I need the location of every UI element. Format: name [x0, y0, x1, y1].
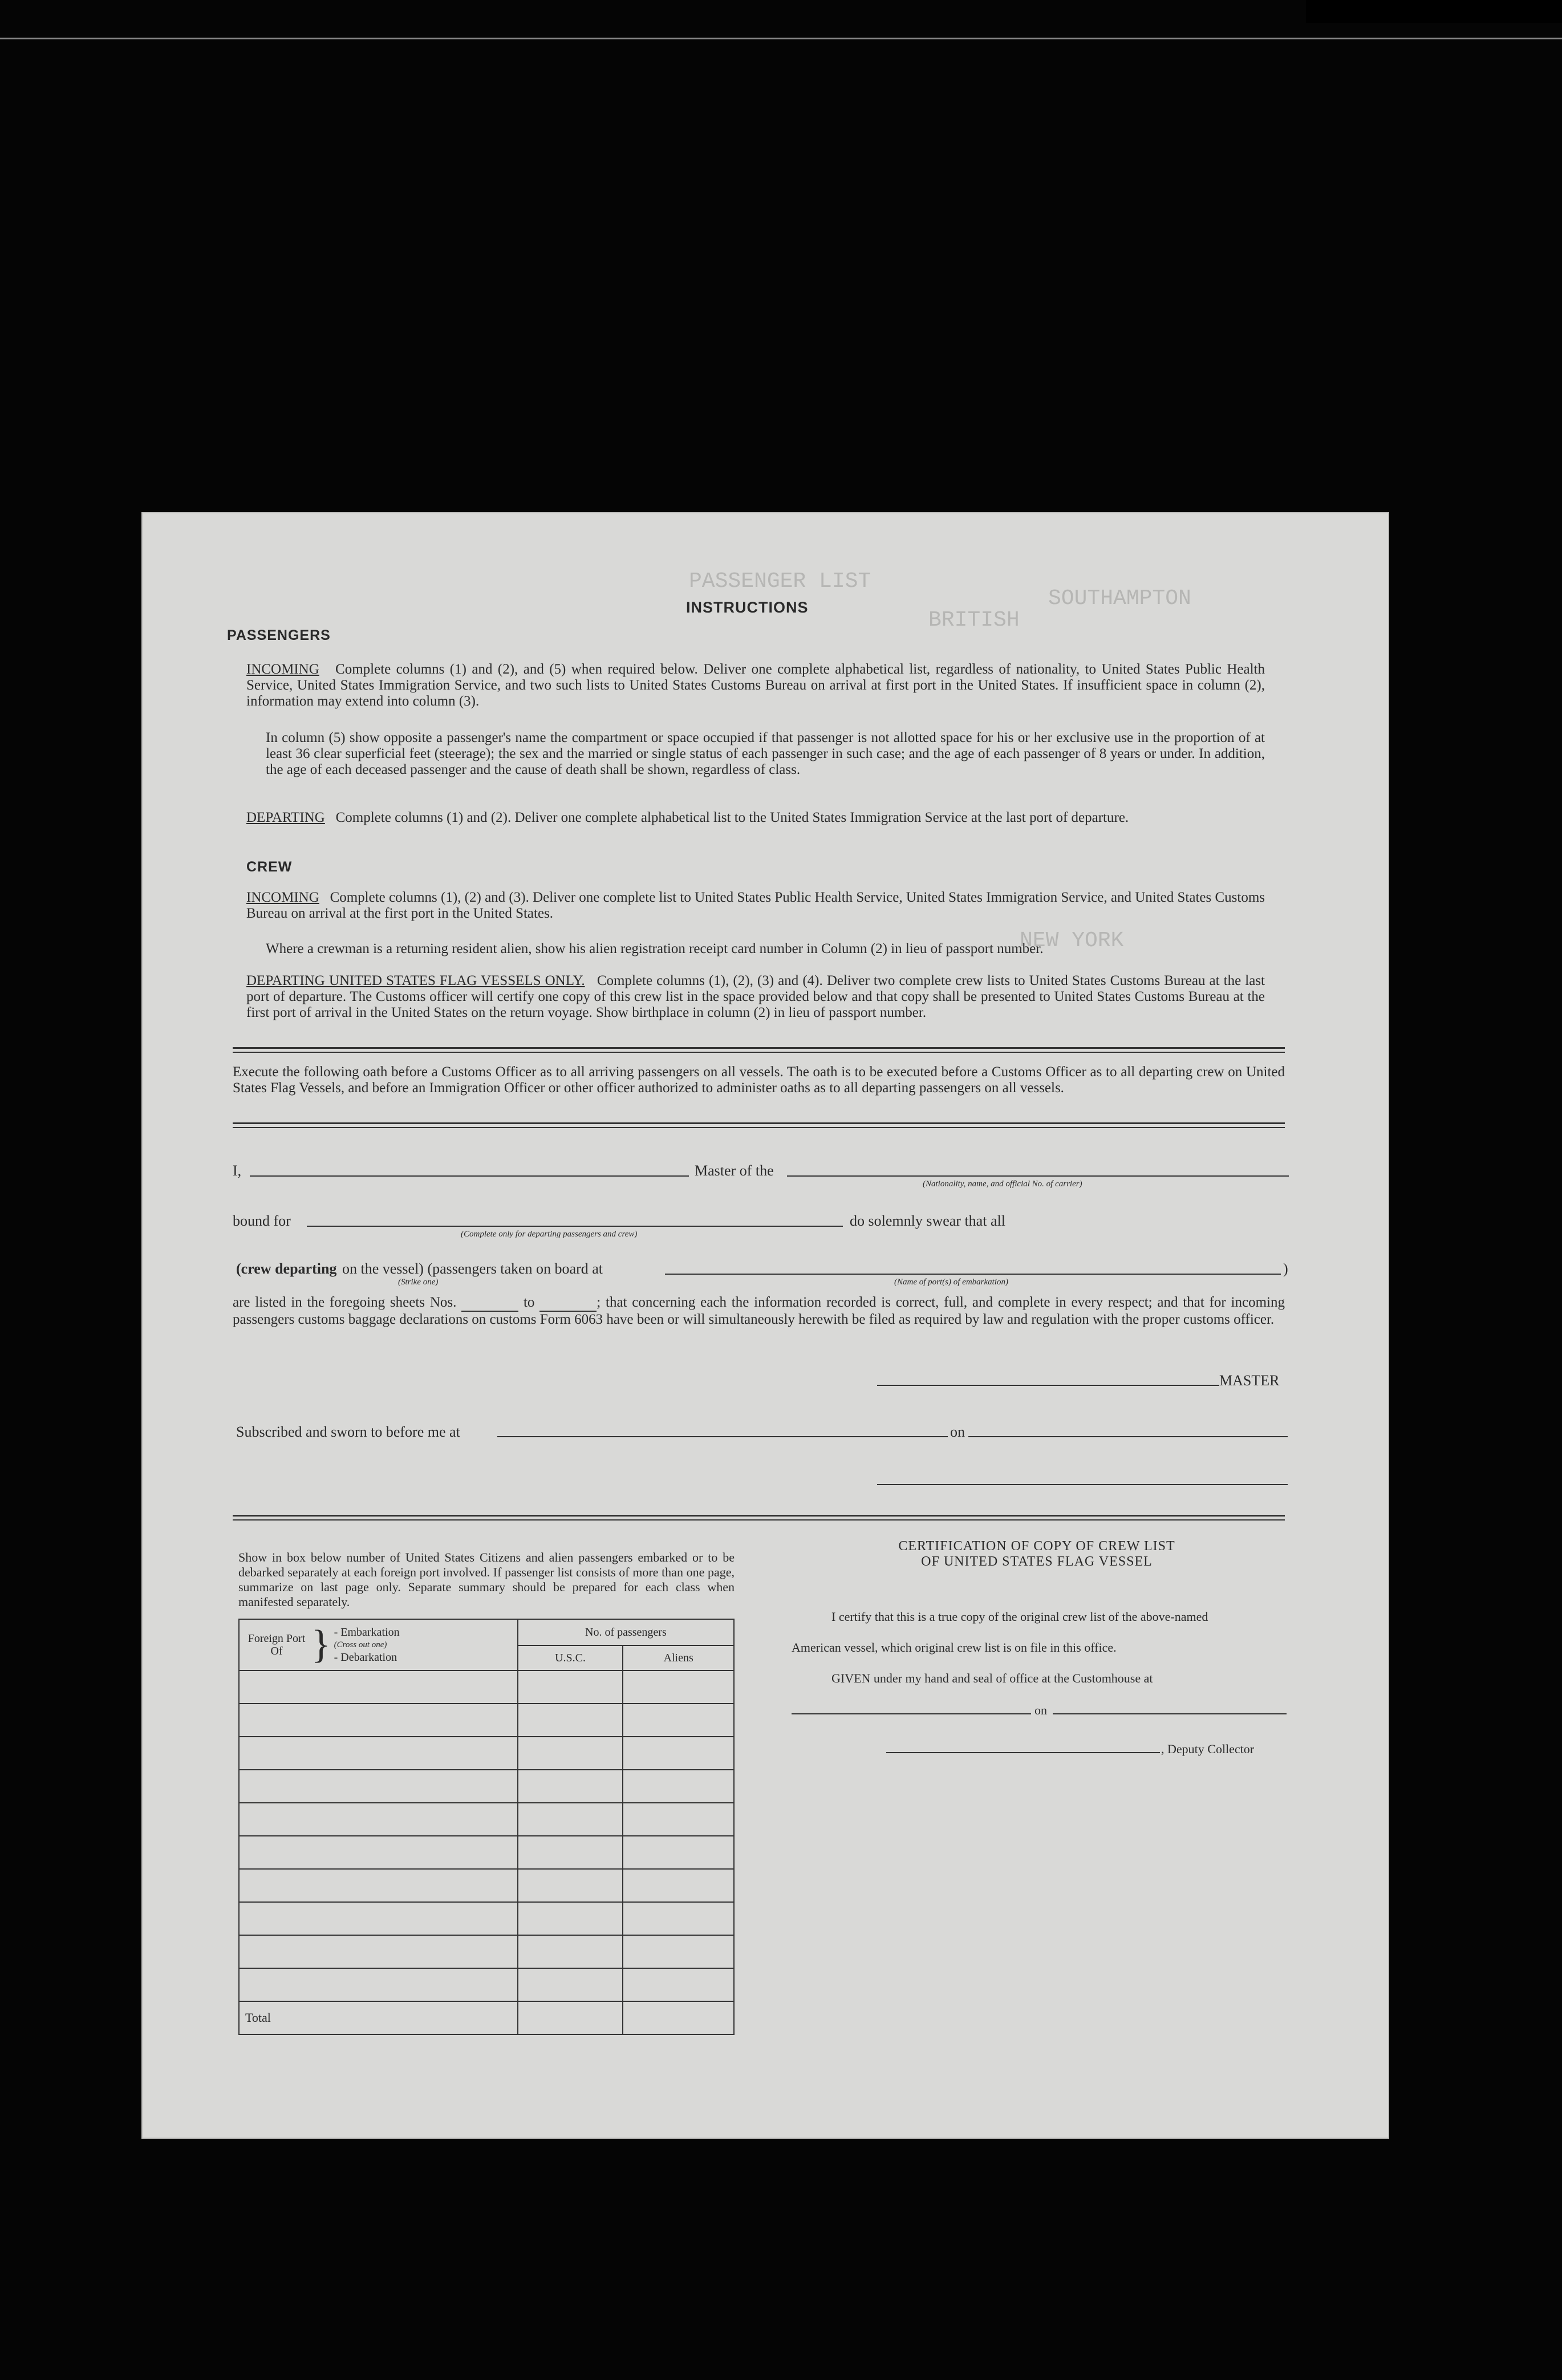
- deputy-collector-label: , Deputy Collector: [1161, 1742, 1255, 1756]
- listed-paragraph: [233, 1295, 1285, 1328]
- passengers-incoming-text: Complete columns (1) and (2), and (5) when required below. Deliver one complete alphabetical list, regardless of nationality, to United States Public Health Service, United States Immigration Service, and two such lists to United States Customs Bureau on arrival at first port in the United States. If insufficient space in column (2), information may extend into column (3).: [246, 662, 1265, 709]
- officer-signature-field[interactable]: [877, 1484, 1288, 1485]
- subscribed-label: Subscribed and sworn to before me at: [236, 1424, 460, 1440]
- table-row[interactable]: [239, 1836, 734, 1869]
- summary-instructions: Show in box below number of United States Citizens and alien passengers embarked or to be debarked separately at each foreign port involved. If passenger list consists of more than one page, summarize on last page only. Separate summary should be prepared for each class when manifested separately.: [238, 1550, 735, 1609]
- aliens-header: Aliens: [623, 1645, 734, 1671]
- listed-text-2: ; that concerning each the information recorded is correct, full, and complete in every respect; and that for incoming passengers customs baggage declarations on customs Form 6063 have been or will simultaneously herewith be filed as required by law and regulation with the proper customs officer.: [233, 1295, 1285, 1327]
- crew-departing-lead: DEPARTING UNITED STATES FLAG VESSELS ONLY.: [246, 973, 585, 988]
- brace-glyph: }: [311, 1623, 331, 1667]
- table-row[interactable]: [239, 1869, 734, 1902]
- bleedthrough-text: SOUTHAMPTON: [1048, 586, 1191, 611]
- certification-title-line1: CERTIFICATION OF COPY OF CREW LIST: [898, 1539, 1175, 1554]
- deputy-collector-signature-field[interactable]: [886, 1752, 1160, 1753]
- form-page: [141, 512, 1389, 2139]
- embarkation-label[interactable]: - Embarkation: [334, 1626, 400, 1639]
- swear-label: do solemnly swear that all: [850, 1213, 1005, 1229]
- section-divider: [233, 1515, 1285, 1521]
- listed-text-1: are listed in the foregoing sheets Nos.: [233, 1295, 457, 1310]
- close-paren: ): [1283, 1260, 1288, 1277]
- table-row[interactable]: [239, 1770, 734, 1803]
- certify-text-2: American vessel, which original crew list is on file in this office.: [792, 1640, 1117, 1655]
- passengers-column5-paragraph: In column (5) show opposite a passenger's name the compartment or space occupied if that passenger is not allotted space for his or her exclusive use in the proportion of at least 36 clear superficial feet (steerage); the sex and the married or single status of each passenger in such case; and the age of each passenger of 8 years or under. In addition, the age of each deceased passenger and the cause of death shall be shown, regardless of class.: [266, 730, 1265, 777]
- table-row[interactable]: [239, 1737, 734, 1770]
- crew-incoming-text: Complete columns (1), (2) and (3). Deliver one complete list to United States Public Health Service, United States Immigration Service, and United States Customs Bureau on arrival at the first port in the United States.: [246, 890, 1265, 921]
- passengers-departing-paragraph: [246, 810, 1265, 826]
- crew-resident-paragraph: Where a crewman is a returning resident alien, show his alien registration receipt card number in Column (2) in lieu of passport number.: [266, 941, 1044, 956]
- master-name-field[interactable]: [250, 1175, 689, 1177]
- crew-departing-option[interactable]: (crew departing: [236, 1260, 337, 1277]
- sworn-place-field[interactable]: [497, 1436, 948, 1437]
- table-row[interactable]: [239, 1935, 734, 1968]
- table-row[interactable]: [239, 1803, 734, 1836]
- certify-text-1: I certify that this is a true copy of the original crew list of the above-named: [831, 1609, 1208, 1624]
- table-row[interactable]: [239, 1968, 734, 2001]
- ports-caption: (Name of port(s) of embarkation): [894, 1278, 1008, 1287]
- section-divider: [233, 1122, 1285, 1128]
- usc-header: U.S.C.: [518, 1645, 623, 1671]
- passengers-departing-text: Complete columns (1) and (2). Deliver one complete alphabetical list to the United States Immigration Service at the last port of departure.: [335, 810, 1129, 825]
- crew-departing-paragraph: [246, 973, 1265, 1021]
- carrier-caption: (Nationality, name, and official No. of carrier): [923, 1179, 1082, 1189]
- foreign-port-header: [239, 1619, 518, 1671]
- oath-instructions: [233, 1064, 1285, 1096]
- passengers-heading: PASSENGERS: [227, 627, 331, 643]
- sheet-to-field[interactable]: [539, 1295, 597, 1312]
- crew-incoming-paragraph: [246, 890, 1265, 922]
- passengers-incoming-lead: INCOMING: [246, 662, 319, 677]
- certification-on-label: on: [1034, 1703, 1047, 1717]
- master-signature-field[interactable]: [877, 1385, 1219, 1386]
- passengers-incoming-paragraph: [246, 662, 1265, 709]
- bound-for-label: bound for: [233, 1213, 291, 1229]
- section-divider: [233, 1047, 1285, 1053]
- foreign-port-label: Foreign Port Of: [248, 1632, 306, 1657]
- bleedthrough-text: BRITISH: [928, 608, 1020, 632]
- given-text: GIVEN under my hand and seal of office at the Customhouse at: [831, 1671, 1153, 1685]
- table-row[interactable]: [239, 1704, 734, 1737]
- bleedthrough-text: NEW YORK: [1020, 929, 1124, 953]
- table-row[interactable]: [239, 1902, 734, 1935]
- bound-for-caption: (Complete only for departing passengers and crew): [461, 1230, 638, 1239]
- bound-for-field[interactable]: [307, 1226, 843, 1227]
- certification-title: [786, 1539, 1288, 1570]
- no-passengers-header: No. of passengers: [518, 1619, 734, 1645]
- instructions-title: INSTRUCTIONS: [686, 599, 809, 616]
- embarkation-ports-field[interactable]: [665, 1274, 1281, 1275]
- bleedthrough-text: PASSENGER LIST: [689, 569, 871, 594]
- customhouse-field[interactable]: [792, 1713, 1031, 1714]
- table-row[interactable]: [239, 1671, 734, 1704]
- scan-margin: [1306, 0, 1562, 23]
- cross-out-caption: (Cross out one): [334, 1640, 387, 1649]
- certification-title-line2: OF UNITED STATES FLAG VESSEL: [921, 1554, 1153, 1569]
- total-label: Total: [239, 2001, 518, 2034]
- sworn-date-field[interactable]: [968, 1436, 1288, 1437]
- debarkation-label[interactable]: - Debarkation: [334, 1651, 397, 1664]
- strike-one-caption: (Strike one): [398, 1278, 439, 1287]
- carrier-field[interactable]: [787, 1175, 1289, 1177]
- sheet-from-field[interactable]: [461, 1295, 518, 1312]
- master-label: MASTER: [1219, 1372, 1280, 1389]
- total-row[interactable]: [239, 2001, 734, 2034]
- master-of-label: Master of the: [695, 1162, 774, 1179]
- oath-instructions-text: Execute the following oath before a Customs Officer as to all arriving passengers on all vessels. The oath is to be executed before a Customs Officer as to all departing crew on United States Flag Vessels, and before an Immigration Officer or other officer authorized to administer oaths as to all departing passengers on all vessels.: [233, 1064, 1285, 1096]
- i-label: I,: [233, 1162, 242, 1179]
- certification-date-field[interactable]: [1053, 1713, 1287, 1714]
- crew-departing-text: Complete columns (1), (2), (3) and (4). Deliver two complete crew lists to United States Customs Bureau at the last port of departure. The Customs officer will certify one copy of this crew list in the space provided below and that copy shall be presented to United States Customs Bureau at the first port of arrival in the United States on the return voyage. Show birthplace in column (2) in lieu of passport number.: [246, 973, 1265, 1020]
- sworn-on-label: on: [950, 1424, 965, 1440]
- passengers-departing-lead: DEPARTING: [246, 810, 325, 825]
- to-label: to: [523, 1295, 535, 1310]
- crew-heading: CREW: [246, 859, 293, 875]
- passenger-summary-table: [238, 1619, 735, 2035]
- scan-frame-line: [0, 38, 1562, 39]
- passengers-option[interactable]: on the vessel) (passengers taken on board at: [342, 1260, 603, 1277]
- crew-incoming-lead: INCOMING: [246, 890, 319, 905]
